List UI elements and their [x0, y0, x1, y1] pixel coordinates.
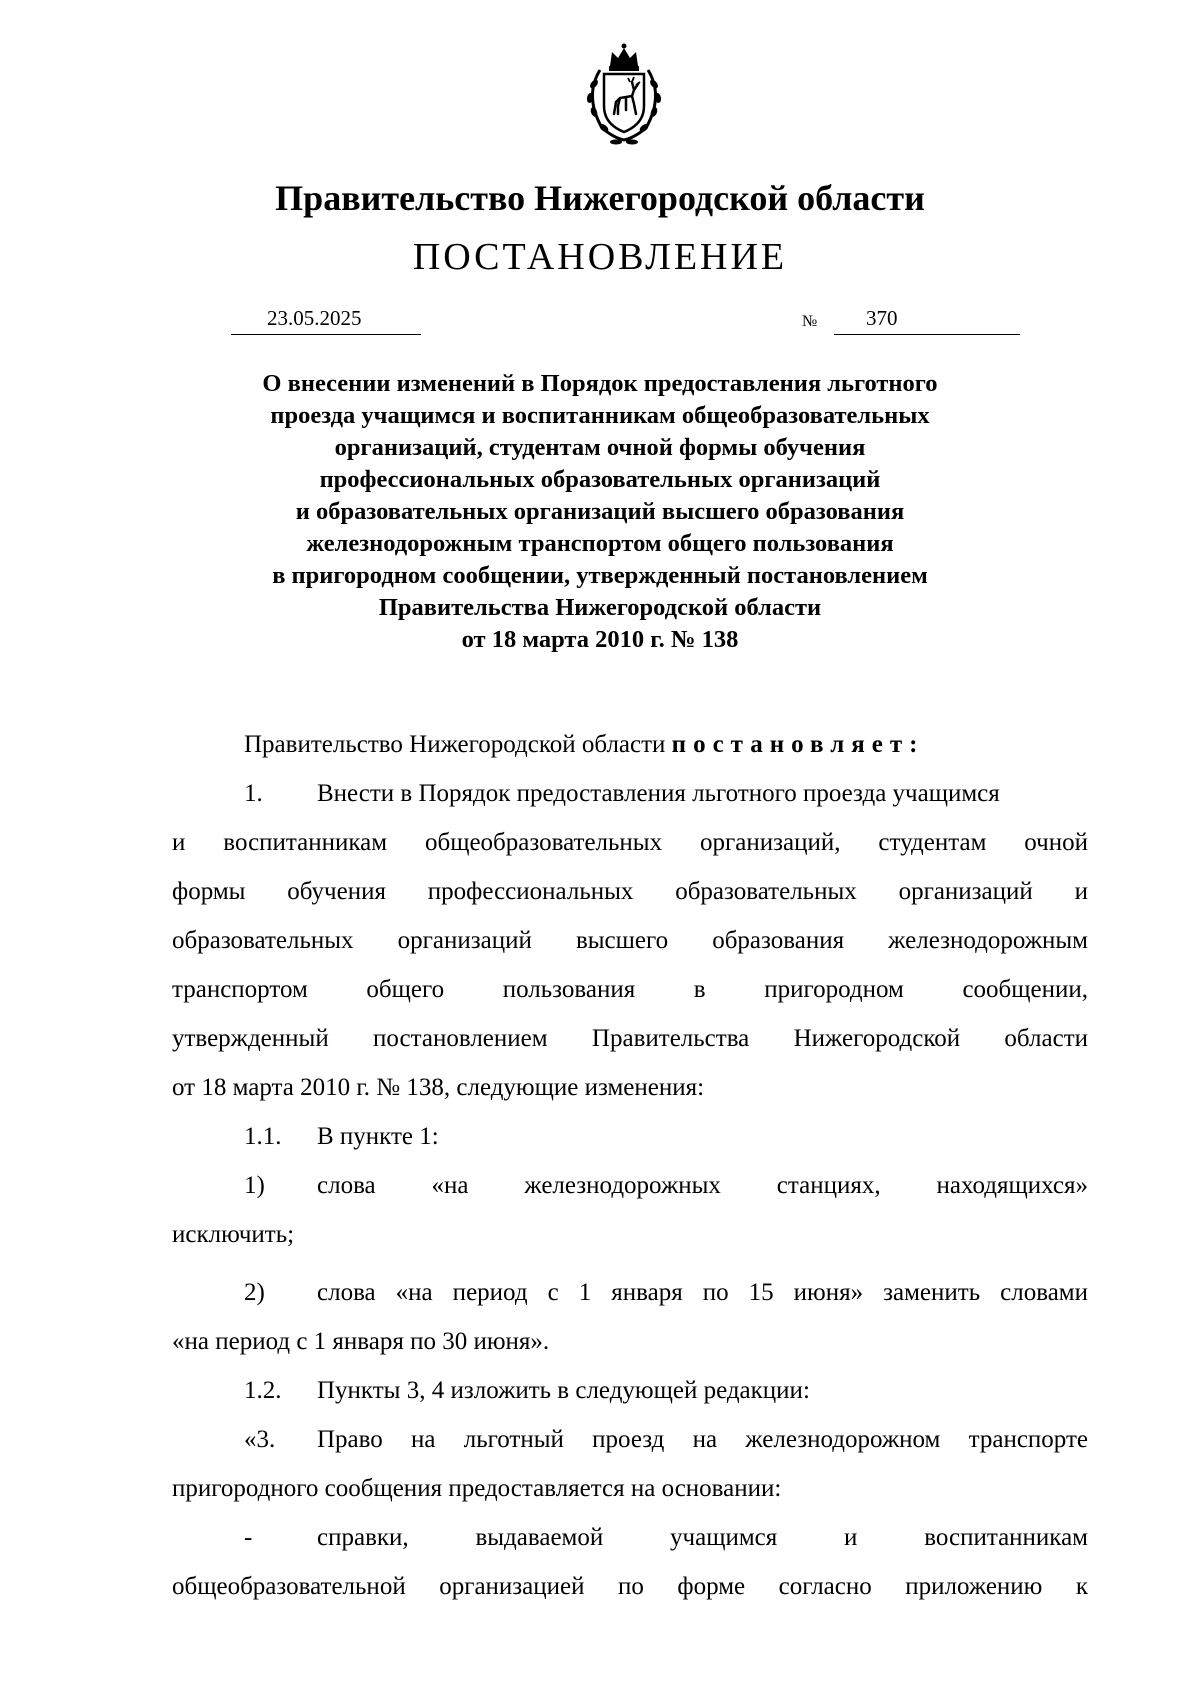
document-number: 370 — [866, 306, 898, 330]
item-line: исключить; — [172, 1221, 295, 1248]
item-line: «на период с 1 января по 30 июня». — [172, 1328, 550, 1355]
dash-item-first-line — [172, 1513, 1088, 1562]
paragraph-text: Право на льготный проезд на железнодорожном транспорте — [317, 1426, 1088, 1453]
paragraph-number: «3. — [244, 1426, 276, 1453]
paragraph-line: от 18 марта 2010 г. № 138, следующие изменения: — [172, 1074, 705, 1101]
paragraph-1-2 — [172, 1366, 1088, 1415]
organization-name: Правительство Нижегородской области — [275, 178, 925, 218]
paragraph-number: 1.2. — [244, 1377, 282, 1404]
paragraph-line: и воспитанникам общеобразовательных организаций, студентам очной — [172, 829, 1088, 856]
item-2-first-line — [172, 1268, 1088, 1317]
preamble-resolves: постановляет: — [671, 731, 925, 758]
title-line: О внесении изменений в Порядок предоставления льготного — [262, 370, 938, 397]
item-line: общеобразовательной организацией по форме согласно приложению к — [172, 1573, 1088, 1600]
number-sign: № — [802, 313, 818, 330]
title-line: профессиональных образовательных организаций — [319, 466, 881, 493]
item-text: слова «на период с 1 января по 15 июня» заменить словами — [317, 1279, 1088, 1306]
paragraph-text: В пункте 1: — [317, 1123, 439, 1150]
paragraph-3-first-line — [172, 1415, 1088, 1464]
paragraph-line: транспортом общего пользования в пригородном сообщении, — [172, 976, 1088, 1003]
dash-marker: - — [244, 1524, 253, 1551]
item-text: слова «на железнодорожных станциях, находящихся» — [317, 1172, 1088, 1199]
document-body — [172, 720, 1088, 1611]
paragraph-1-1 — [172, 1112, 1088, 1161]
title-line: от 18 марта 2010 г. № 138 — [461, 626, 739, 653]
title-line: в пригородном сообщении, утвержденный постановлением — [272, 562, 928, 589]
preamble-text: Правительство Нижегородской области — [244, 731, 666, 758]
paragraph-line: пригородного сообщения предоставляется на основании: — [172, 1475, 782, 1502]
coat-of-arms-icon — [570, 40, 678, 148]
paragraph-number: 1.1. — [244, 1123, 282, 1150]
document-date: 23.05.2025 — [267, 306, 362, 330]
paragraph-line: формы обучения профессиональных образовательных организаций и — [172, 878, 1088, 905]
title-line: Правительства Нижегородской области — [378, 594, 822, 621]
paragraph-line: утвержденный постановлением Правительства Нижегородской области — [172, 1025, 1088, 1052]
item-number: 2) — [244, 1279, 265, 1306]
preamble — [172, 720, 1088, 769]
document-title — [150, 368, 1050, 656]
paragraph-line: образовательных организаций высшего образования железнодорожным — [172, 927, 1088, 954]
item-number: 1) — [244, 1172, 265, 1199]
item-text: справки, выдаваемой учащимся и воспитанникам — [317, 1524, 1088, 1551]
title-line: и образовательных организаций высшего образования — [295, 498, 905, 525]
document-date-field — [231, 306, 421, 335]
document-number-field — [834, 306, 1020, 335]
paragraph-text: Пункты 3, 4 изложить в следующей редакции: — [317, 1377, 810, 1404]
paragraph-1-first-line — [172, 769, 1088, 818]
title-line: железнодорожным транспортом общего пользования — [306, 530, 894, 557]
paragraph-text: Внести в Порядок предоставления льготного проезда учащимся — [317, 780, 1000, 807]
paragraph-number: 1. — [244, 780, 263, 807]
title-line: организаций, студентам очной формы обучения — [334, 434, 866, 461]
item-1-first-line — [172, 1161, 1088, 1210]
title-line: проезда учащимся и воспитанникам общеобразовательных — [270, 402, 930, 429]
document-type: ПОСТАНОВЛЕНИЕ — [412, 236, 788, 278]
